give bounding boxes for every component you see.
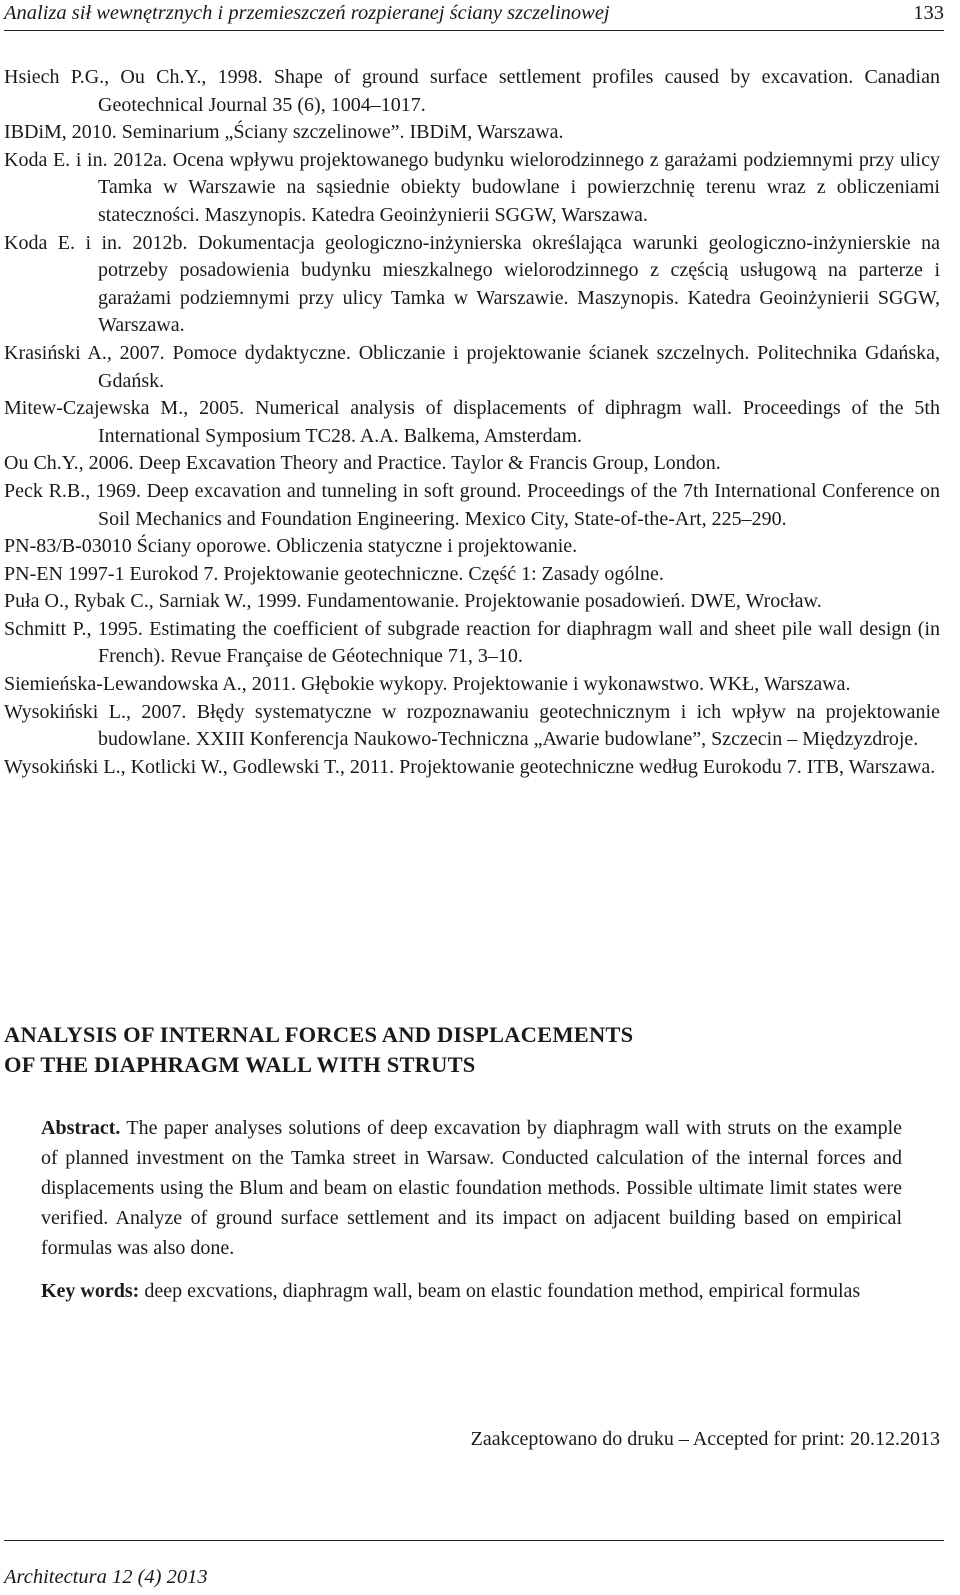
keywords-text: deep excvations, diaphragm wall, beam on elastic foundation method, empirical formulas — [144, 1280, 861, 1302]
reference-item — [4, 450, 940, 478]
reference-item — [4, 699, 940, 754]
reference-text: Schmitt P., 1995. Estimating the coefficient of subgrade reaction for diaphragm wall and sheet pile wall design (in French). Revue Française de Géotechnique 71, 3–10. — [4, 617, 940, 668]
keywords-paragraph — [41, 1276, 902, 1306]
english-title-line-2: OF THE DIAPHRAGM WALL WITH STRUTS — [4, 1052, 476, 1077]
reference-item — [4, 754, 940, 782]
reference-item — [4, 64, 940, 119]
running-header — [4, 0, 944, 31]
reference-item — [4, 588, 940, 616]
reference-text: PN-83/B-03010 Ściany oporowe. Obliczenia statyczne i projektowanie. — [4, 535, 578, 558]
reference-text: Puła O., Rybak C., Sarniak W., 1999. Fundamentowanie. Projektowanie posadowień. DWE, Wrocław. — [4, 590, 822, 613]
english-title-line-1: ANALYSIS OF INTERNAL FORCES AND DISPLACEMENTS — [4, 1022, 634, 1047]
running-title: Analiza sił wewnętrznych i przemieszczeń rozpieranej ściany szczelinowej — [4, 2, 610, 24]
english-title — [4, 1020, 940, 1080]
abstract-text: The paper analyses solutions of deep excavation by diaphragm wall with struts on the example of planned investment on the Tamka street in Warsaw. Conducted calculation of the internal forces and displacements using the Blum and beam on elastic foundation methods. Possible ultimate limit states were verified. Analyze of ground surface settlement and its impact on adjacent building based on empirical formulas was also done. — [41, 1117, 902, 1259]
reference-text: Wysokiński L., 2007. Błędy systematyczne w rozpoznawaniu geotechnicznym i ich wpływ na projektowanie budowlane. XXIII Konferencja Naukowo-Techniczna „Awarie budowlane”, Szczecin – Międzyzdroje. — [4, 700, 940, 751]
reference-item — [4, 340, 940, 395]
reference-text: Koda E. i in. 2012a. Ocena wpływu projektowanego budynku wielorodzinnego z garażami podziemnymi przy ulicy Tamka w Warszawie na sąsiednie obiekty budowlane i powierzchnię terenu wraz z obliczeniami stateczności. Maszynopis. Katedra Geoinżynierii SGGW, Warszawa. — [4, 148, 940, 226]
reference-text: PN-EN 1997-1 Eurokod 7. Projektowanie geotechniczne. Część 1: Zasady ogólne. — [4, 562, 664, 585]
footer-rule — [4, 1540, 944, 1541]
reference-text: Krasiński A., 2007. Pomoce dydaktyczne. Obliczanie i projektowanie ścianek szczelnych. Politechnika Gdańska, Gdańsk. — [4, 341, 940, 392]
reference-item — [4, 395, 940, 450]
reference-text: Koda E. i in. 2012b. Dokumentacja geologiczno-inżynierska określająca warunki geologiczno-inżynierskie na potrzeby posadowienia budynku mieszkalnego wielorodzinnego z częścią usługową na parterze i garażami podziemnymi przy ulicy Tamka w Warszawie. Maszynopis. Katedra Geoinżynierii SGGW, Warszawa. — [4, 231, 940, 337]
reference-text: Hsiech P.G., Ou Ch.Y., 1998. Shape of ground surface settlement profiles caused by excavation. Canadian Geotechnical Journal 35 (6), 1004–1017. — [4, 66, 940, 116]
reference-text: Mitew-Czajewska M., 2005. Numerical analysis of displacements of diphragm wall. Proceedings of the 5th International Symposium TC28. A.A. Balkema, Amsterdam. — [4, 397, 940, 447]
abstract-section — [41, 1113, 902, 1306]
abstract-label: Abstract. — [41, 1117, 121, 1139]
reference-item — [4, 533, 940, 561]
accepted-date: Zaakceptowano do druku – Accepted for print: 20.12.2013 — [470, 1428, 940, 1450]
reference-list — [4, 64, 940, 781]
abstract-paragraph — [41, 1113, 902, 1263]
reference-text: Wysokiński L., Kotlicki W., Godlewski T., 2011. Projektowanie geotechniczne według Eurokodu 7. ITB, Warszawa. — [4, 755, 936, 778]
reference-item — [4, 561, 940, 589]
reference-item — [4, 119, 940, 147]
reference-text: IBDiM, 2010. Seminarium „Ściany szczelinowe”. IBDiM, Warszawa. — [4, 121, 564, 144]
journal-footer: Architectura 12 (4) 2013 — [4, 1566, 208, 1588]
reference-text: Ou Ch.Y., 2006. Deep Excavation Theory and Practice. Taylor & Francis Group, London. — [4, 452, 721, 475]
reference-item — [4, 147, 940, 230]
reference-item — [4, 671, 940, 699]
reference-text: Peck R.B., 1969. Deep excavation and tunneling in soft ground. Proceedings of the 7th International Conference on Soil Mechanics and Foundation Engineering. Mexico City, State-of-the-Art, 225–290. — [4, 479, 940, 530]
reference-item — [4, 478, 940, 533]
page-number: 133 — [913, 2, 944, 24]
reference-item — [4, 616, 940, 671]
reference-text: Siemieńska-Lewandowska A., 2011. Głębokie wykopy. Projektowanie i wykonawstwo. WKŁ, Warszawa. — [4, 673, 851, 696]
keywords-label: Key words: — [41, 1280, 140, 1302]
reference-item — [4, 230, 940, 340]
